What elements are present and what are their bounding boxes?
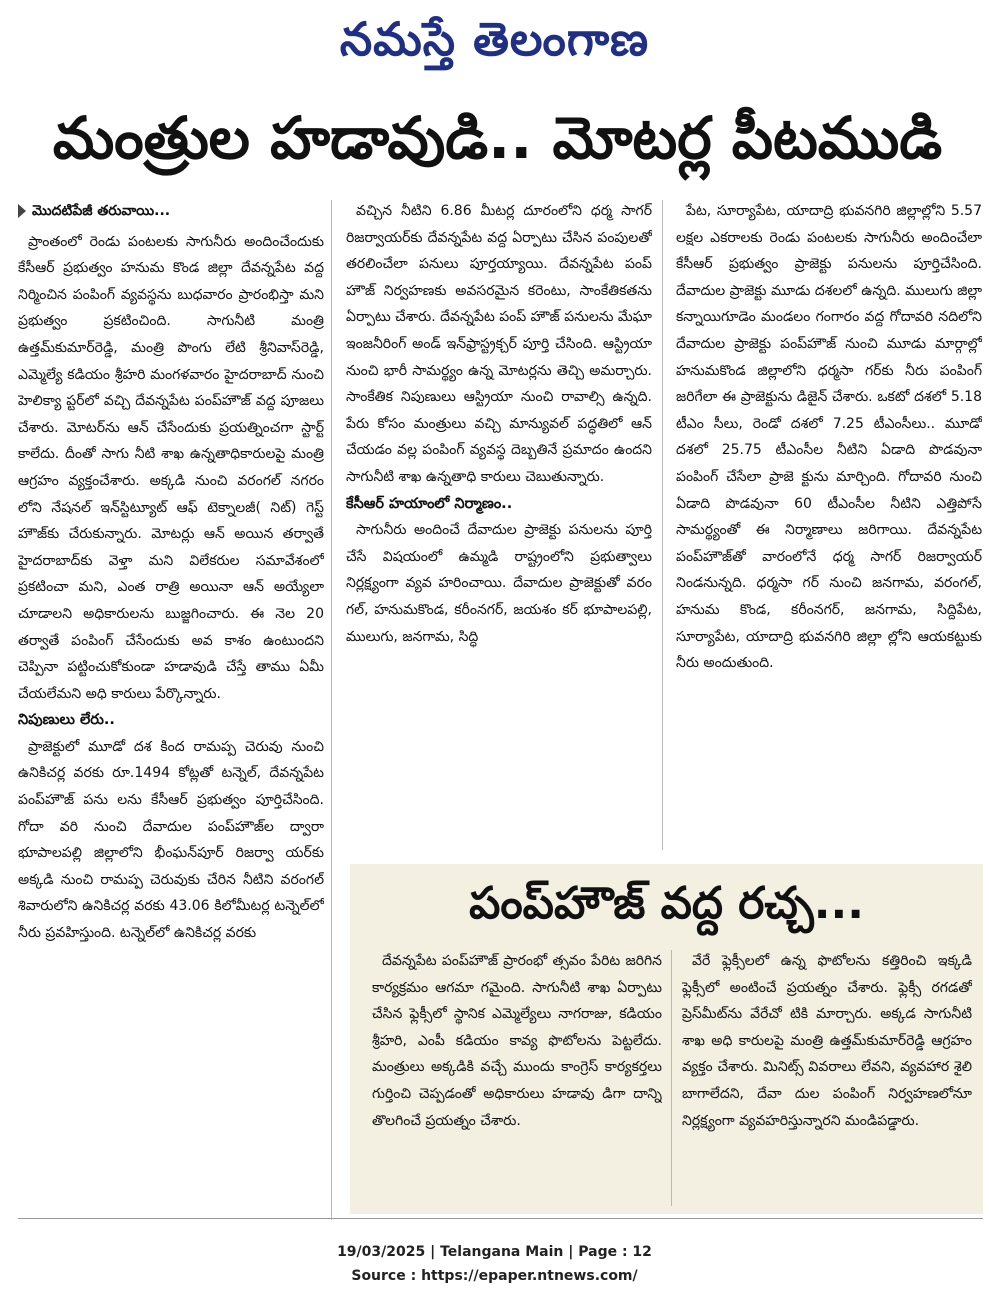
continued-kicker [18,198,324,225]
article-column-1 [18,198,324,1218]
box-column-right [682,948,972,1210]
chevron-right-icon [18,204,26,218]
box-paragraph: వేరే ఫ్లెక్సీలలో ఉన్న ఫొటోలను కత్తిరించి ఇక్కడి ఫ్లెక్సీలో అంటించే ప్రయత్నం చేశారు. ఫ్లెక్సీ రగడతో ప్రెస్‌మీట్‌ను వేరేచో టికి మార్చారు. అక్కడ సాగునీటి శాఖ అధి కారులపై మంత్రి ఉత్తమ్‌కుమార్‌రెడ్డి ఆగ్రహం వ్యక్తం చేశారు. మినిట్స్ వివరాలు లేవని, వ్యవహార శైలి బాగాలేదని, దేవా దుల పంపింగ్ నిర్వహణలోనూ నిర్లక్ష్యంగా వ్యవహరిస్తున్నారని మండిపడ్డారు. [682,953,972,1129]
masthead-logo: నమస్తే తెలంగాణ [339,12,650,66]
footer-rule [18,1218,983,1219]
column-divider-2 [662,200,663,850]
column-divider-1 [331,200,332,1220]
footer-date-page: 19/03/2025 | Telangana Main | Page : 12 [337,1244,652,1260]
subheading: కేసీఆర్ హయాంలో నిర్మాణం.. [346,495,513,512]
headline: మంత్రుల హడావుడి.. మోటర్ల పీటముడి [52,104,943,172]
article-paragraph: ప్రాజెక్టులో మూడో దశ కింద రామప్ప చెరువు నుంచి ఉనికిచర్ల వరకు రూ.1494 కోట్లతో టన్నెల్, దేవన్నపేట పంప్‌హౌజ్ పను లను కేసీఆర్ ప్రభుత్వం పూర్తిచేసింది. గోదా వరి నుంచి దేవాదుల పంప్‌హౌజ్‌ల ద్వారా భూపాలపల్లి జిల్లాలోని భీంఘన్‌పూర్ రిజర్వా యర్‌కు అక్కడి నుంచి రామప్ప చెరువుకు చేరిన నీటిని వరంగల్ శివారులోని ఉనికిచర్ల వరకు 43.06 కిలోమీటర్ల టన్నెల్‌లో నీరు ప్రవహిస్తుంది. టన్నెల్‌లో ఉనికిచర్ల వరకు [18,738,324,942]
box-column-left [372,948,662,1210]
article-column-2 [346,198,652,848]
sidebar-story-box [350,864,983,1214]
continued-label: మొదటిపేజీ తరువాయి... [32,203,171,219]
article-paragraph: వచ్చిన నీటిని 6.86 మీటర్ల దూరంలోని ధర్మ సాగర్ రిజర్వాయర్‌కు దేవన్నపేట వద్ద ఏర్పాటు చేసిన పంపులతో తరలించేలా పనులు పూర్తయ్యాయి. దేవన్నపేట పంప్ హౌజ్ నిర్వహణకు అవసరమైన కరెంటు, సాంకేతికతను ఏర్పాటు చేశారు. దేవన్నపేట పంప్ హౌజ్ పనులను మేఘా ఇంజనీరింగ్ అండ్ ఇన్‌ఫ్రాస్ట్రక్చర్ పూర్తి చేసింది. ఆస్ట్రియా నుంచి భారీ సామర్థ్యం ఉన్న మోటర్లను తెచ్చి అమర్చారు. సాంకేతిక నిపుణులు ఆస్ట్రియా నుంచి రావాల్సి ఉన్నది. పేరు కోసం మంత్రులు వచ్చి మాన్యువల్ పద్ధతిలో ఆన్ చేయడం వల్ల పంపింగ్ వ్యవస్థ దెబ్బతినే ప్రమాదం ఉందని సాగునీటి శాఖ ఉన్నతాధి కారులు చెబుతున్నారు. [346,203,652,485]
article-paragraph: పేట, సూర్యాపేట, యాదాద్రి భువనగిరి జిల్లాల్లోని 5.57 లక్షల ఎకరాలకు రెండు పంటలకు సాగునీరు అందించేలా కేసీఆర్ ప్రభుత్వం ప్రాజెక్టు పనులను పూర్తిచేసింది. దేవాదుల ప్రాజెక్టు మూడు దశలలో ఉన్నది. ములుగు జిల్లా కన్నాయిగూడెం మండలం గంగారం వద్ద గోదావరి నదిలోని దేవాదుల ప్రాజెక్టు పంప్‌హౌజ్ నుంచి మూడు మార్గాల్లో హనుమకొండ జిల్లాలోని ధర్మసా గర్‌కు నీరు పంపింగ్ జరిగేలా ఈ ప్రాజెక్టును డిజైన్ చేశారు. ఒకటో దశలో 5.18 టీఎం సీలు, రెండో దశలో 7.25 టీఎంసీలు.. మూడో దశలో 25.75 టీఎంసీల నీటిని ఏడాది పొడవునా పంపింగ్ చేసేలా ప్రాజె క్టును మార్చింది. గోదావరి నుంచి ఏడాది పొడవునా 60 టీఎంసీల నీటిని ఎత్తిపోసే సామర్థ్యంతో ఈ నిర్మాణాలు జరిగాయి. దేవన్నపేట పంప్‌హౌజ్‌తో వారంలోనే ధర్మ సాగర్ రిజర్వాయర్ నిండనున్నది. ధర్మసా గర్ నుంచి జనగామ, వరంగల్, హనుమ కొండ, కరీంనగర్, జనగామ, సిద్దిపేట, సూర్యాపేట, యాదాద్రి భువనగిరి జిల్లా ల్లోని ఆయకట్టుకు నీరు అందుతుంది. [676,203,982,672]
article-column-3 [676,198,982,848]
subheading: నిపుణులు లేరు.. [18,712,115,729]
box-divider [671,950,672,1206]
box-paragraph: దేవన్నపేట పంప్‌హౌజ్ ప్రారంభో త్సవం పేరిట జరిగిన కార్యక్రమం ఆగమా గమైంది. సాగునీటి శాఖ ఏర్పాటు చేసిన ఫ్లెక్సీలో స్థానిక ఎమ్మెల్యేలు నాగరాజు, కడియం శ్రీహరి, ఎంపీ కడియం కావ్య ఫొటోలను పెట్టలేదు. మంత్రులు అక్కడికి వచ్చే ముందు కాంగ్రెస్ కార్యకర్తలు గుర్తించి చెప్పడంతో అధికారులు హడావు డిగా దాన్ని తొలగించే ప్రయత్నం చేశారు. [372,953,662,1129]
article-paragraph: ప్రాంతంలో రెండు పంటలకు సాగునీరు అందించేందుకు కేసీఆర్ ప్రభుత్వం హనుమ కొండ జిల్లా దేవన్నపేట వద్ద నిర్మించిన పంపింగ్ వ్యవస్థను బుధవారం ప్రారంభిస్తా మని ప్రభుత్వం ప్రకటించింది. సాగునీటి మంత్రి ఉత్తమ్‌కుమార్‌రెడ్డి, మంత్రి పొంగు లేటి శ్రీనివాస్‌రెడ్డి, ఎమ్మెల్యే కడియం శ్రీహరి మంగళవారం హైదరాబాద్ నుంచి హెలిక్యా ప్టర్‌లో వచ్చి దేవన్నపేట పంప్‌హౌజ్ వద్ద పూజలు చేశారు. మోటర్‌ను ఆన్ చేసేందుకు ప్రయత్నించగా స్టార్ట్ కాలేదు. దీంతో సాగు నీటి శాఖ ఉన్నతాధికారులపై మంత్రి ఆగ్రహం వ్యక్తంచేశారు. అక్కడి నుంచి వరంగల్ నగరం లోని నేషనల్ ఇన్‌స్టిట్యూట్ ఆఫ్ టెక్నాలజీ( నిట్) గెస్ట్ హౌజ్‌కు చేరుకున్నారు. మోటర్లు ఆన్ అయిన తర్వాతే హైదరాబాద్‌కు వెళ్తా మని విలేకరుల సమావేశంలో ప్రకటించా మని, ఎంత రాత్రి అయినా ఆన్ అయ్యేలా చూడాలని అధికారులను బుజ్జగించారు. ఈ నెల 20 తర్వాతే పంపింగ్ చేసేందుకు అవ కాశం ఉంటుందని చెప్పినా పట్టించుకోకుండా హడావుడి చేస్తే తాము ఏమీ చేయలేమని అధి కారులు పేర్కొన్నారు. [18,233,324,702]
footer-source: Source : https://epaper.ntnews.com/ [351,1268,638,1284]
box-title: పంప్‌హౌజ్ వద్ద రచ్చ... [469,878,864,929]
article-paragraph: సాగునీరు అందించే దేవాదుల ప్రాజెక్టు పనులను పూర్తి చేసే విషయంలో ఉమ్మడి రాష్ట్రంలోని ప్రభుత్వాలు నిర్లక్ష్యంగా వ్యవ హరించాయి. దేవాదుల ప్రాజెక్టుతో వరం గల్, హనుమకొండ, కరీంనగర్, జయశం కర్ భూపాలపల్లి, ములుగు, జనగామ, సిద్ధి [346,522,652,645]
